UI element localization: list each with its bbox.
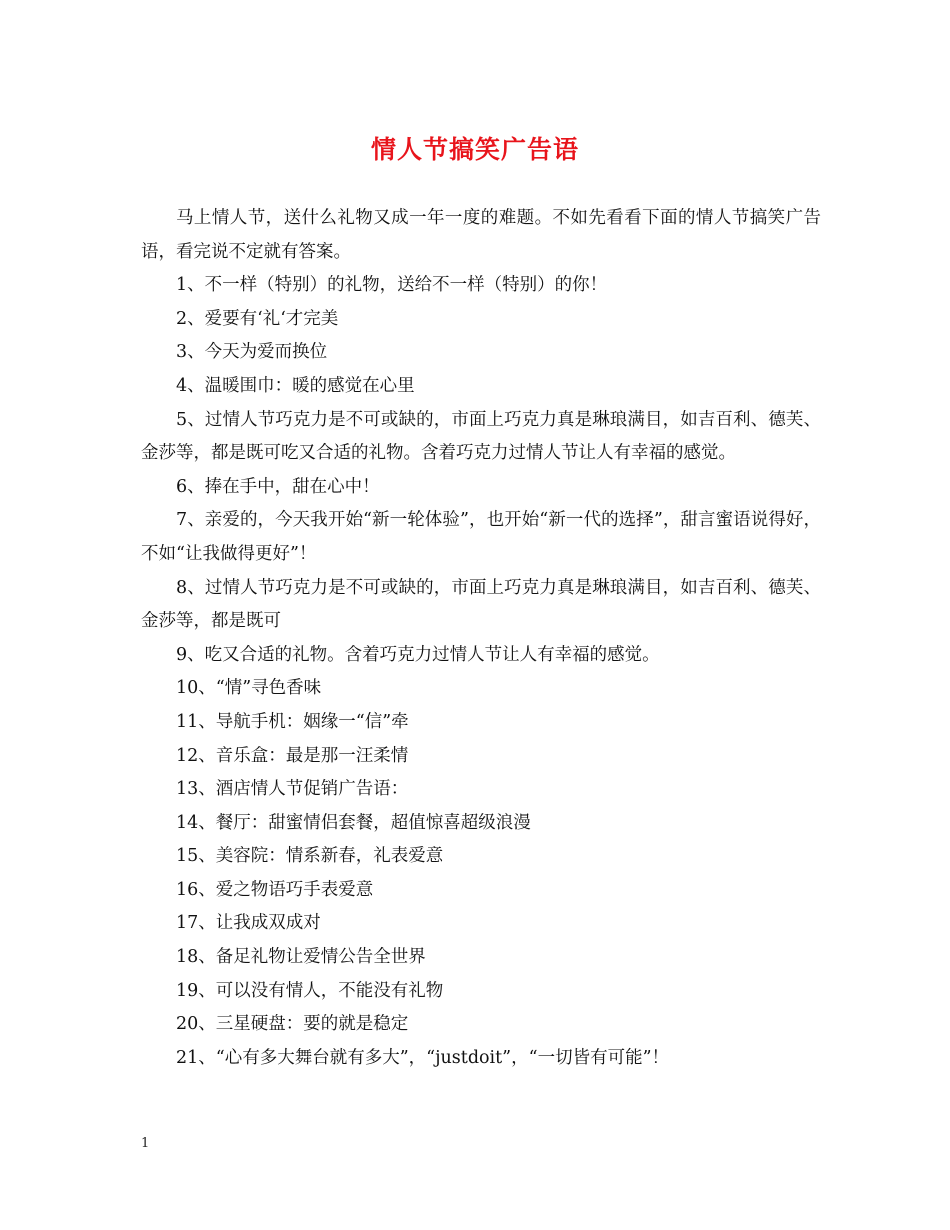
list-item: 5、过情人节巧克力是不可或缺的，市面上巧克力真是琳琅满目，如吉百利、德芙、金莎等，都是既可吃又合适的礼物。含着巧克力过情人节让人有幸福的感觉。 xyxy=(141,409,821,464)
list-item: 15、美容院：情系新春，礼表爱意 xyxy=(176,846,444,867)
list-item: 21、“心有多大舞台就有多大”，“justdoit”，“一切皆有可能”！ xyxy=(176,1047,670,1068)
list-item: 13、酒店情人节促销广告语： xyxy=(176,779,409,800)
list-item: 12、音乐盒：最是那一汪柔情 xyxy=(176,745,409,766)
list-item: 4、温暖围巾：暖的感觉在心里 xyxy=(176,375,415,396)
list-item: 2、爱要有‘礼‘才完美 xyxy=(176,308,339,329)
list-item: 3、今天为爱而换位 xyxy=(176,342,328,363)
list-item: 1、不一样（特别）的礼物，送给不一样（特别）的你！ xyxy=(176,275,608,296)
document-body xyxy=(141,202,821,1075)
list-item: 14、餐厅：甜蜜情侣套餐，超值惊喜超级浪漫 xyxy=(176,812,531,833)
list-item: 9、吃又合适的礼物。含着巧克力过情人节让人有幸福的感觉。 xyxy=(176,644,660,665)
list-item: 18、备足礼物让爱情公告全世界 xyxy=(176,947,426,968)
list-item: 20、三星硬盘：要的就是稳定 xyxy=(176,1014,409,1035)
list-item: 6、捧在手中，甜在心中！ xyxy=(176,476,380,497)
list-item: 8、过情人节巧克力是不可或缺的，市面上巧克力真是琳琅满目，如吉百利、德芙、金莎等，都是既可 xyxy=(141,577,821,632)
page-number: 1 xyxy=(141,1136,150,1151)
list-item: 10、“情”寻色香味 xyxy=(176,678,322,699)
list-item: 11、导航手机：姻缘一“信”牵 xyxy=(176,711,409,732)
list-item: 19、可以没有情人，不能没有礼物 xyxy=(176,980,444,1001)
list-item: 16、爱之物语巧手表爱意 xyxy=(176,879,374,900)
list-item: 7、亲爱的，今天我开始“新一轮体验”，也开始“新一代的选择”，甜言蜜语说得好，不如“让我做得更好”！ xyxy=(141,510,821,564)
document-title: 情人节搞笑广告语 xyxy=(370,135,579,164)
intro-paragraph: 马上情人节，送什么礼物又成一年一度的难题。不如先看看下面的情人节搞笑广告语，看完说不定就有答案。 xyxy=(141,208,821,262)
list-item: 17、让我成双成对 xyxy=(176,913,321,934)
